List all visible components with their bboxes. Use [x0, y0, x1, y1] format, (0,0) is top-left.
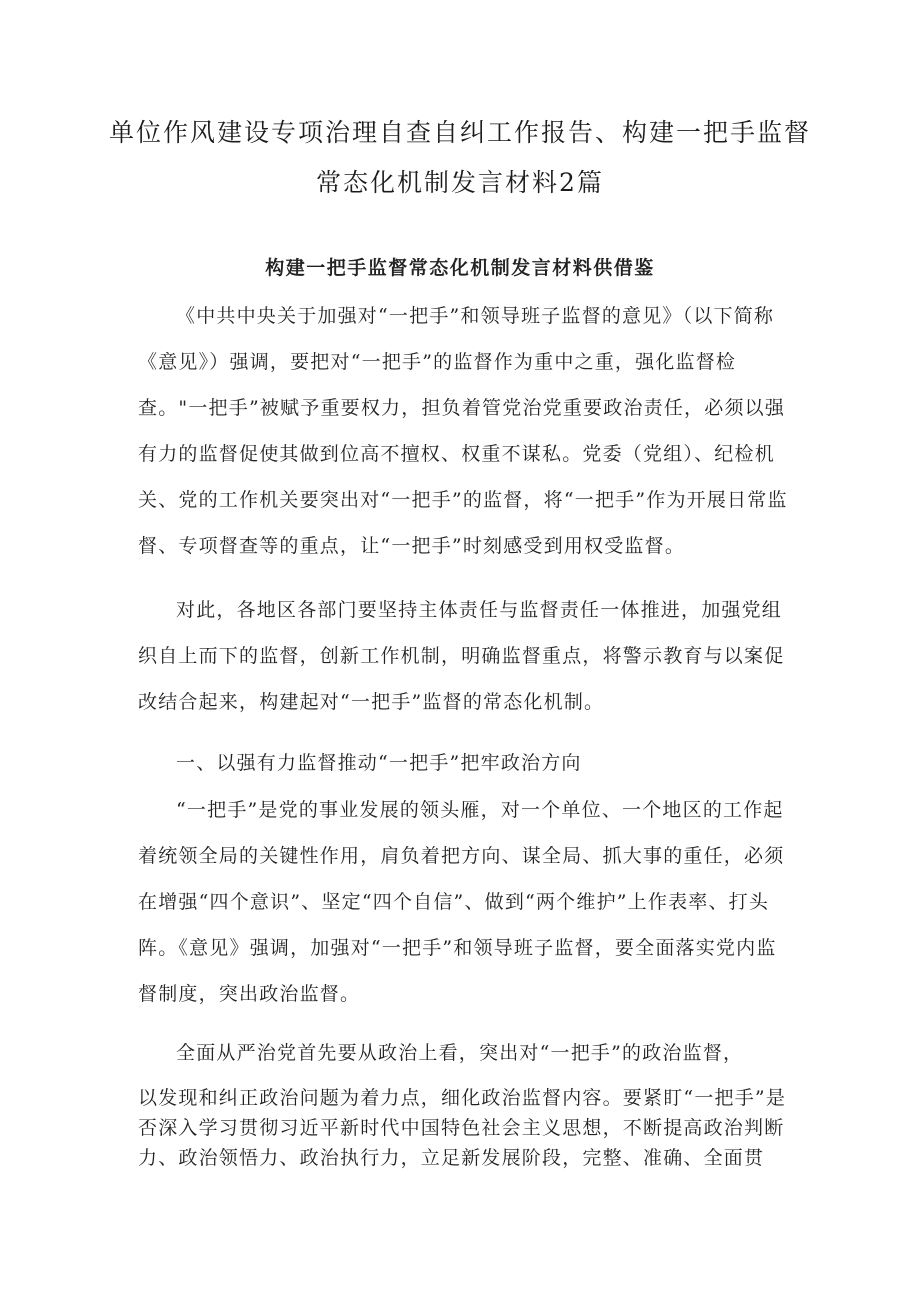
paragraph-political-supervision: 全面从严治党首先要从政治上看，突出对“一把手”的政治监督，	[176, 1042, 744, 1064]
section-heading-one: 一、以强有力监督推动“一把手”把牢政治方向	[176, 752, 582, 774]
paragraph-intro: 《中共中央关于加强对“一把手”和领导班子监督的意见》（以下简称《意见》）强调，要把对“一把手”的监督作为重中之重，强化监督检查。"一把手”被赋予重要权力，担负着管党治党重要政治责任，必须以强有力的监督促使其做到位高不擅权、权重不谋私。党委（党组）、纪检机关、党的工作机关要突出对“一把手”的监督，将“一把手”作为开展日常监督、专项督查等的重点，让“一把手”时刻感受到用权受监督。	[138, 305, 788, 557]
paragraph-leader-role: “一把手”是党的事业发展的领头雁，对一个单位、一个地区的工作起着统领全局的关键性作用，肩负着把方向、谋全局、抓大事的重任，必须在增强“四个意识”、坚定“四个自信”、做到“两个维护”上作表率、打头阵。《意见》强调，加强对“一把手”和领导班子监督，要全面落实党内监督制度，突出政治监督。	[138, 799, 785, 1005]
paragraph-mechanism: 对此，各地区各部门要坚持主体责任与监督责任一体推进，加强党组织自上而下的监督，创新工作机制，明确监督重点，将警示教育与以案促改结合起来，构建起对“一把手”监督的常态化机制。	[138, 599, 785, 713]
paragraph-political-issues: 以发现和纠正政治问题为着力点，细化政治监督内容。要紧盯“一把手”是否深入学习贯彻习近平新时代中国特色社会主义思想，不断提高政治判断力、政治领悟力、政治执行力，立足新发展阶段，完整、准确、全面贯	[138, 1087, 787, 1169]
document-title: 单位作风建设专项治理自查自纠工作报告、构建一把手监督常态化机制发言材料2篇	[108, 118, 811, 197]
document-subtitle: 构建一把手监督常态化机制发言材料供借鉴	[265, 257, 655, 279]
